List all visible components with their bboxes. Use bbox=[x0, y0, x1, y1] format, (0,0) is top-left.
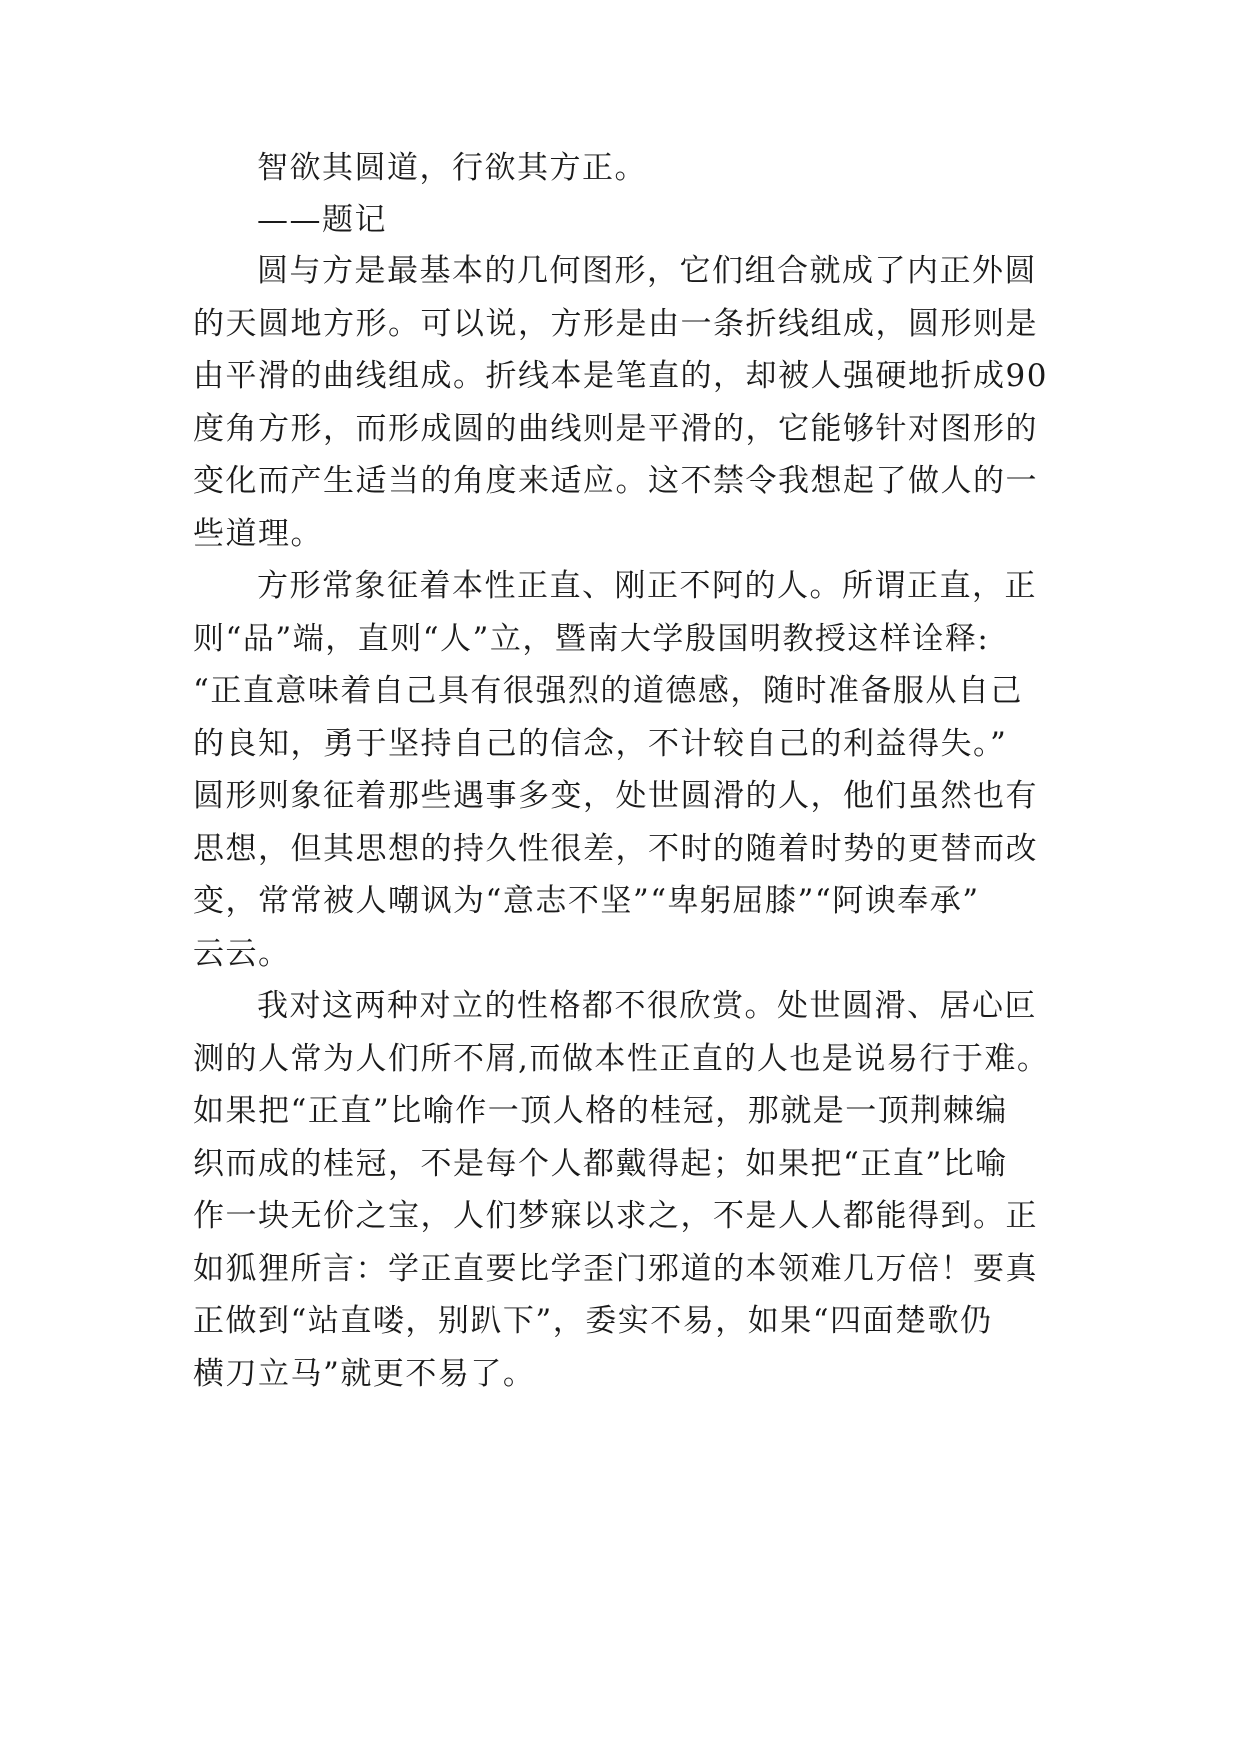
paragraph-line: 变，常常被人嘲讽为“意志不坚”“卑躬屈膝”“阿谀奉承” bbox=[193, 883, 980, 919]
paragraph-line: 则“品”端，直则“人”立，暨南大学殷国明教授这样诠释: bbox=[193, 621, 990, 657]
paragraph-line: 云云。 bbox=[193, 936, 291, 972]
paragraph-line: 我对这两种对立的性格都不很欣赏。处世圆滑、居心叵 bbox=[257, 988, 1037, 1024]
paragraph-line: 思想，但其思想的持久性很差，不时的随着时势的更替而改 bbox=[193, 831, 1038, 867]
paragraph-line: 作一块无价之宝，人们梦寐以求之，不是人人都能得到。正 bbox=[193, 1198, 1038, 1234]
paragraph-line: 由平滑的曲线组成。折线本是笔直的，却被人强硬地折成90 bbox=[193, 358, 1048, 394]
paragraph-line: 变化而产生适当的角度来适应。这不禁令我想起了做人的一 bbox=[193, 463, 1038, 499]
paragraph-line: 测的人常为人们所不屑,而做本性正直的人也是说易行于难。 bbox=[193, 1041, 1050, 1077]
paragraph-line: 如果把“正直”比喻作一顶人格的桂冠，那就是一顶荆棘编 bbox=[193, 1093, 1008, 1129]
paragraph-line: 的天圆地方形。可以说，方形是由一条折线组成，圆形则是 bbox=[193, 306, 1038, 342]
paragraph-line: 圆形则象征着那些遇事多变，处世圆滑的人，他们虽然也有 bbox=[193, 778, 1038, 814]
paragraph-line: 的良知，勇于坚持自己的信念，不计较自己的利益得失。” bbox=[193, 726, 1008, 762]
paragraph-line: 织而成的桂冠，不是每个人都戴得起；如果把“正直”比喻 bbox=[193, 1146, 1008, 1182]
epigraph-quote: 智欲其圆道，行欲其方正。 bbox=[257, 150, 647, 186]
paragraph-line: 些道理。 bbox=[193, 516, 323, 552]
epigraph-attribution: ——题记 bbox=[257, 202, 387, 238]
paragraph-line: 度角方形，而形成圆的曲线则是平滑的，它能够针对图形的 bbox=[193, 411, 1038, 447]
paragraph-line: “正直意味着自己具有很强烈的道德感，随时准备服从自己 bbox=[193, 673, 1023, 709]
paragraph-line: 方形常象征着本性正直、刚正不阿的人。所谓正直，正 bbox=[257, 568, 1037, 604]
paragraph-line: 正做到“站直喽，别趴下”，委实不易，如果“四面楚歌仍 bbox=[193, 1303, 993, 1339]
paragraph-line: 横刀立马”就更不易了。 bbox=[193, 1356, 536, 1392]
paragraph-line: 圆与方是最基本的几何图形，它们组合就成了内正外圆 bbox=[257, 253, 1037, 289]
paragraph-line: 如狐狸所言：学正直要比学歪门邪道的本领难几万倍！要真 bbox=[193, 1251, 1038, 1287]
